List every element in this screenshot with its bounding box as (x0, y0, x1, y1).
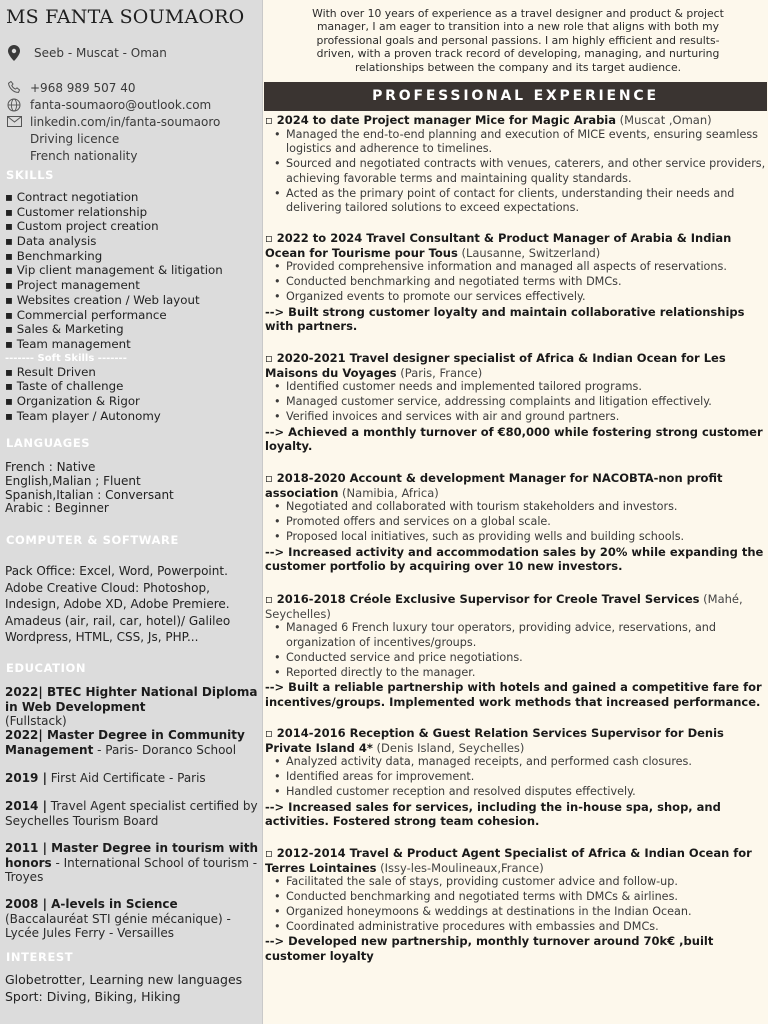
education-detail: (Fullstack) (5, 714, 67, 729)
experience-heading: PROFESSIONAL EXPERIENCE (372, 88, 659, 104)
education-detail: First Aid Certificate - Paris (46, 771, 206, 785)
licence-text: Driving licence (30, 131, 120, 146)
job-bullet: • Organized honeymoons & weddings at destinations in the Indian Ocean. (265, 905, 767, 920)
education-title: 2008 | A-levels in Science (5, 897, 178, 911)
education-title: 2019 | (5, 771, 47, 785)
job-result: --> Built strong customer loyalty and maintain collaborative relationships with partners. (265, 304, 745, 334)
language-item: Spanish,Italian : Conversant (5, 487, 174, 502)
skill-item: ▪ Custom project creation (5, 219, 159, 234)
phone-icon (2, 81, 26, 94)
licence-row (0, 130, 263, 147)
skills-list (5, 190, 223, 423)
skill-item: ▪ Vip client management & litigation (5, 263, 223, 278)
nationality-row (0, 147, 263, 164)
education-item (5, 841, 260, 885)
job-title: ▫ 2024 to date Project manager Mice for Magic Arabia (265, 113, 617, 127)
job-title: ▫ 2022 to 2024 Travel Consultant & Product Manager of Arabia & Indian Ocean for Tourisme pour Tous (265, 231, 732, 260)
job-bullet: • Analyzed activity data, managed receipts, and performed cash closures. (265, 755, 767, 770)
globe-icon (2, 98, 26, 112)
sidebar (0, 0, 263, 1024)
intro-summary: With over 10 years of experience as a travel designer and product & project manager, I am eager to transition into a new role that aligns with both my professional goals and personal passions. I am highly efficient and results-driven, with a proven track record of developing, managing, and nurturing relationships between the company and its target audience. (312, 7, 724, 74)
education-title: 2022| BTEC Highter National Diploma in Web Development (5, 685, 258, 714)
job-result: --> Developed new partnership, monthly turnover around 70k€ ,built customer loyalty (265, 934, 714, 963)
job-bullet: • Identified areas for improvement. (265, 770, 767, 785)
education-detail: (Baccalauréat STI génie mécanique) - Lycée Jules Ferry - Versailles (5, 911, 231, 941)
skill-item: ▪ Customer relationship (5, 204, 148, 219)
skill-item: ▪ Team management (5, 336, 131, 351)
job-bullet: • Provided comprehensive information and managed all aspects of reservations. (265, 260, 767, 275)
education-title: 2014 | (5, 799, 47, 813)
job-bullet: • Verified invoices and services with air and ground partners. (265, 410, 767, 425)
skill-item: ▪ Benchmarking (5, 248, 103, 263)
location-row (0, 44, 263, 61)
linkedin-row (0, 113, 263, 130)
job-bullet: • Identified customer needs and implemented tailored programs. (265, 380, 767, 395)
job-bullet: • Managed 6 French luxury tour operators, providing advice, reservations, and organization of incentives/groups. (265, 621, 767, 650)
job-bullet: • Organized events to promote our services effectively. (265, 290, 767, 305)
experience-heading-band (264, 82, 767, 111)
job-result: --> Increased activity and accommodation sales by 20% while expanding the customer portfolio by acquiring over 10 new investors. (265, 544, 764, 574)
job-bullet: • Facilitated the sale of stays, providing customer advice and follow-up. (265, 875, 767, 890)
job-title: ▫ 2018-2020 Account & development Manager for NACOBTA-non profit association (265, 471, 723, 500)
job-entry (265, 592, 767, 710)
education-heading: EDUCATION (6, 661, 87, 675)
skill-item: ▪ Data analysis (5, 234, 97, 249)
computer-item: Indesign, Adobe XD, Adobe Premiere. (5, 597, 230, 612)
education-detail: - Paris- Doranco School (93, 742, 237, 757)
job-location: (Namibia, Africa) (338, 485, 439, 500)
skill-item: ▪ Project management (5, 278, 140, 293)
interest-item: Sport: Diving, Biking, Hiking (5, 988, 181, 1004)
job-location: (Issy-les-Moulineaux,France) (376, 860, 544, 875)
job-bullet: • Managed the end-to-end planning and execution of MICE events, ensuring seamless logistics and adherence to timelines. (265, 128, 767, 157)
skill-item: ▪ Commercial performance (5, 307, 167, 322)
email-row (0, 96, 263, 113)
job-location: (Denis Island, Seychelles) (372, 740, 525, 755)
job-bullet: • Conducted benchmarking and negotiated terms with DMCs. (265, 275, 767, 290)
job-bullet: • Coordinated administrative procedures with embassies and DMCs. (265, 920, 767, 935)
job-bullet: • Managed customer service, addressing complaints and litigation effectively. (265, 395, 767, 410)
computer-list (5, 563, 230, 646)
education-detail: - International School of tourism - Troyes (5, 855, 258, 885)
interest-item: Globetrotter, Learning new languages (5, 972, 243, 987)
soft-skills-divider: ------- Soft Skills ------- (5, 352, 127, 364)
soft-skill-item: ▪ Taste of challenge (5, 379, 124, 394)
job-location: (Lausanne, Switzerland) (457, 245, 601, 260)
language-item: Arabic : Beginner (5, 501, 109, 516)
job-title: ▫ 2020-2021 Travel designer specialist of Africa & Indian Ocean for Les Maisons du Voyages (265, 351, 726, 380)
education-item (5, 799, 260, 828)
education-item (5, 728, 260, 757)
computer-item: Pack Office: Excel, Word, Powerpoint. (5, 564, 228, 578)
job-entry (265, 351, 767, 454)
education-item (5, 897, 260, 941)
job-bullet: • Conducted benchmarking and negotiated terms with DMCs & airlines. (265, 890, 767, 905)
language-item: French : Native (5, 460, 96, 474)
soft-skill-item: ▪ Result Driven (5, 364, 96, 379)
soft-skill-item: ▪ Organization & Rigor (5, 393, 140, 408)
interest-list (5, 972, 242, 1005)
education-item (5, 685, 260, 729)
location-pin-icon (2, 45, 26, 61)
languages-list (5, 461, 174, 516)
job-bullet: • Conducted service and price negotiations. (265, 651, 767, 666)
skill-item: ▪ Contract negotiation (5, 190, 139, 204)
job-bullet: • Negotiated and collaborated with tourism stakeholders and investors. (265, 500, 767, 515)
linkedin-text[interactable]: linkedin.com/in/fanta-soumaoro (30, 114, 221, 129)
education-detail: Travel Agent specialist certified by Seychelles Tourism Board (5, 799, 258, 828)
candidate-name: MS FANTA SOUMAORO (6, 6, 245, 28)
job-bullet: • Sourced and negotiated contracts with venues, caterers, and other service providers, achieving favorable terms and maintaining quality standards. (265, 157, 767, 186)
education-title: 2011 | Master Degree in tourism with honors (5, 841, 259, 870)
job-location: (Paris, France) (396, 365, 483, 380)
education-item (5, 771, 260, 786)
phone-text[interactable]: +968 989 507 40 (30, 80, 136, 95)
skill-item: ▪ Sales & Marketing (5, 322, 124, 337)
language-item: English,Malian ; Fluent (5, 473, 141, 488)
job-bullet: • Promoted offers and services on a global scale. (265, 515, 767, 530)
job-result: --> Increased sales for services, including the in-house spa, shop, and activities. Fostered strong team cohesion. (265, 799, 721, 829)
job-location: (Muscat ,Oman) (616, 113, 712, 127)
job-entry (265, 231, 767, 334)
computer-heading: COMPUTER & SOFTWARE (6, 533, 179, 547)
mail-icon (2, 116, 26, 127)
phone-row (0, 79, 263, 96)
soft-skill-item: ▪ Team player / Autonomy (5, 408, 161, 423)
computer-item: Wordpress, HTML, CSS, Js, PHP... (5, 630, 199, 645)
job-entry (265, 846, 767, 964)
job-title: ▫ 2014-2016 Reception & Guest Relation Services Supervisor for Denis Private Island 4* (265, 726, 724, 755)
job-title: ▫ 2012-2014 Travel & Product Agent Specialist of Africa & Indian Ocean for Terres Lointaines (265, 846, 752, 875)
location-text: Seeb - Muscat - Oman (34, 45, 167, 60)
job-bullet: • Proposed local initiatives, such as providing wells and building schools. (265, 530, 767, 545)
job-bullet: • Reported directly to the manager. (265, 666, 767, 681)
interest-heading: INTEREST (6, 950, 74, 964)
nationality-text: French nationality (30, 148, 138, 163)
skills-heading: SKILLS (6, 168, 55, 182)
computer-item: Adobe Creative Cloud: Photoshop, (5, 580, 210, 595)
job-entry (265, 471, 767, 574)
email-text[interactable]: fanta-soumaoro@outlook.com (30, 97, 212, 112)
main-content (263, 0, 768, 1024)
job-entry (265, 113, 767, 216)
job-result: --> Built a reliable partnership with hotels and gained a competitive fare for incentives/groups. Implemented work methods that increased performance. (265, 680, 762, 709)
job-entry (265, 726, 767, 829)
computer-item: Amadeus (air, rail, car, hotel)/ Galileo (5, 613, 231, 628)
job-location: (Mahé, Seychelles) (265, 592, 743, 621)
job-result: --> Achieved a monthly turnover of €80,000 while fostering strong customer loyalty. (265, 424, 763, 454)
education-title: 2022| Master Degree in Community Management (5, 728, 245, 757)
skill-item: ▪ Websites creation / Web layout (5, 292, 200, 307)
languages-heading: LANGUAGES (6, 436, 91, 450)
job-title: ▫ 2016-2018 Créole Exclusive Supervisor for Creole Travel Services (265, 592, 700, 606)
job-bullet: • Acted as the primary point of contact for clients, understanding their needs and delivering tailored solutions to exceed expectations. (265, 187, 767, 216)
job-bullet: • Handled customer reception and resolved disputes effectively. (265, 785, 767, 800)
